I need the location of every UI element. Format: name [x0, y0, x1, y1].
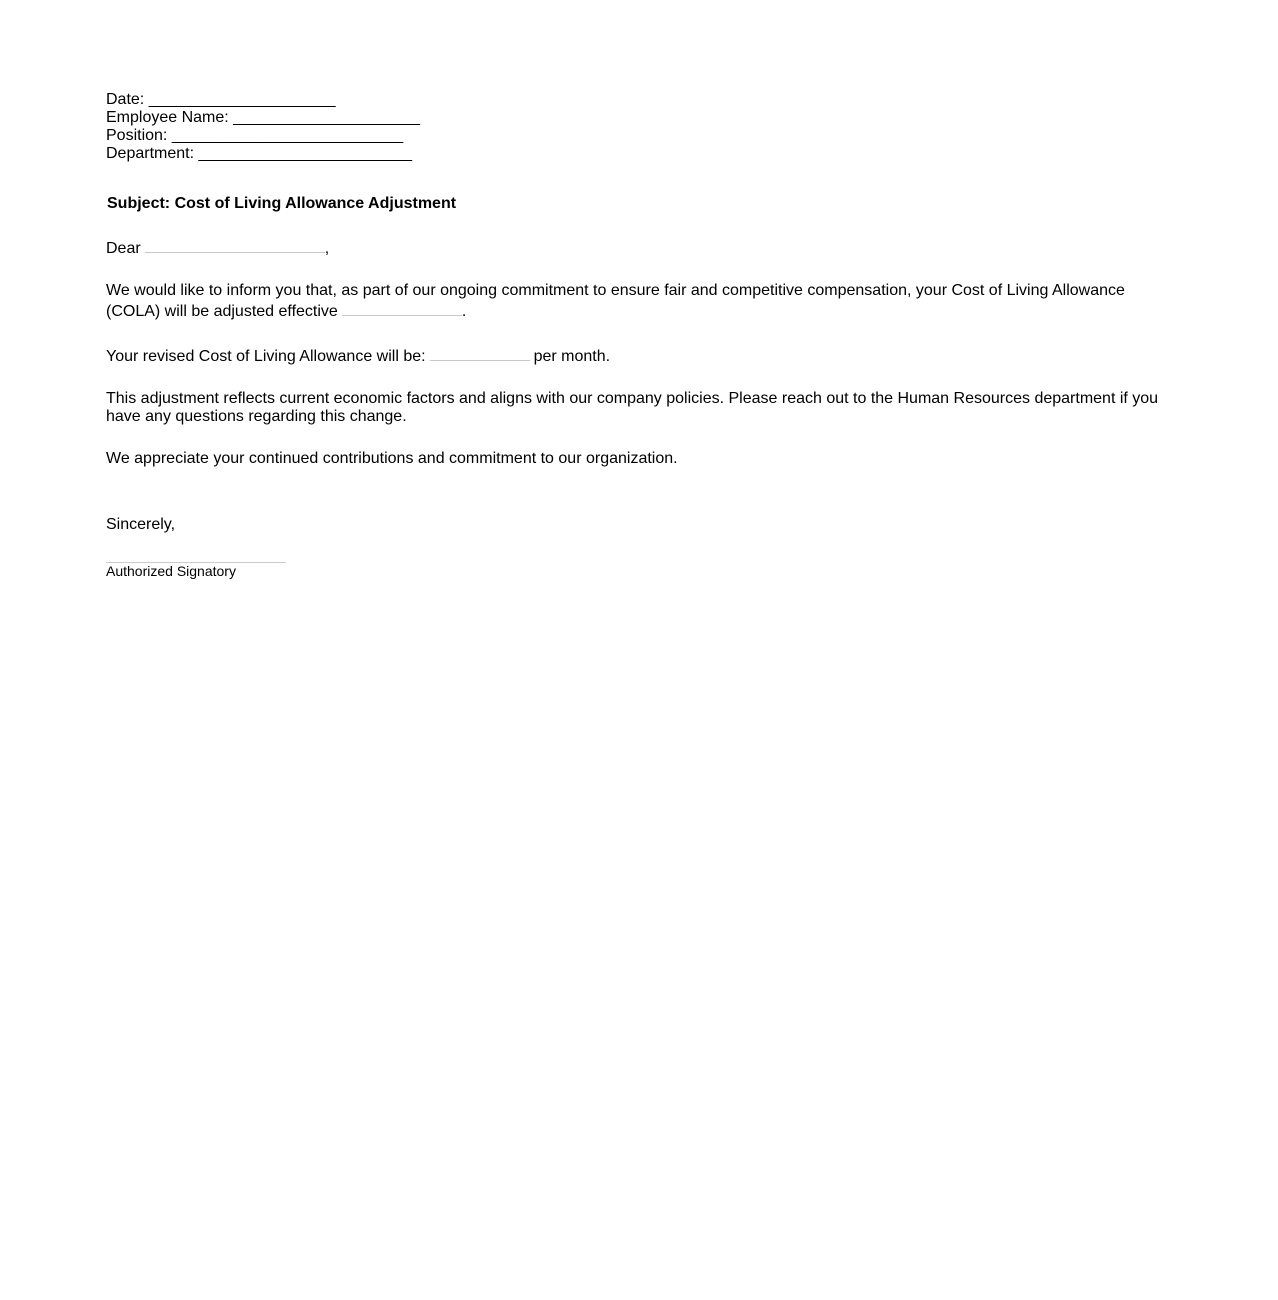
- date-field: [106, 91, 1172, 109]
- department-label: Department:: [106, 145, 195, 162]
- paragraph-revised-amount: [106, 345, 1172, 366]
- position-field: [106, 127, 1172, 145]
- paragraph-appreciation: We appreciate your continued contributions and commitment to our organization.: [106, 450, 678, 467]
- paragraph1-suffix: .: [461, 303, 467, 320]
- department-blank: ________________________: [198, 145, 413, 162]
- salutation-prefix: Dear: [106, 240, 141, 257]
- paragraph2-suffix: per month.: [533, 348, 611, 365]
- employee-name-field: [106, 109, 1172, 127]
- signature-line: Authorized Signatory: [106, 562, 286, 580]
- date-label: Date:: [106, 91, 145, 108]
- letter: [106, 91, 1172, 580]
- subject-line: Subject: Cost of Living Allowance Adjustment: [107, 195, 457, 212]
- date-blank: _____________________: [148, 91, 336, 108]
- effective-date-blank: [342, 300, 462, 316]
- paragraph-policy: This adjustment reflects current economic factors and aligns with our company policies. Please reach out to the Human Resources department if you have any questions regarding this change.: [106, 390, 1159, 425]
- department-field: [106, 145, 1172, 163]
- salutation-suffix: ,: [324, 240, 330, 257]
- paragraph-effective-date: [106, 282, 1172, 321]
- closing: Sincerely,: [106, 516, 176, 533]
- amount-blank: [430, 345, 530, 361]
- recipient-name-blank: [145, 237, 325, 253]
- salutation: [106, 237, 1172, 258]
- employee-name-label: Employee Name:: [106, 109, 229, 126]
- paragraph1-text: We would like to inform you that, as part of our ongoing commitment to ensure fair and competitive compensation, your Cost of Living Allowance (COLA) will be adjusted effective: [106, 282, 1125, 320]
- employee-name-blank: _____________________: [233, 109, 421, 126]
- position-label: Position:: [106, 127, 168, 144]
- paragraph2-prefix: Your revised Cost of Living Allowance will be:: [106, 348, 426, 365]
- position-blank: __________________________: [171, 127, 404, 144]
- header-fields: [106, 91, 1172, 163]
